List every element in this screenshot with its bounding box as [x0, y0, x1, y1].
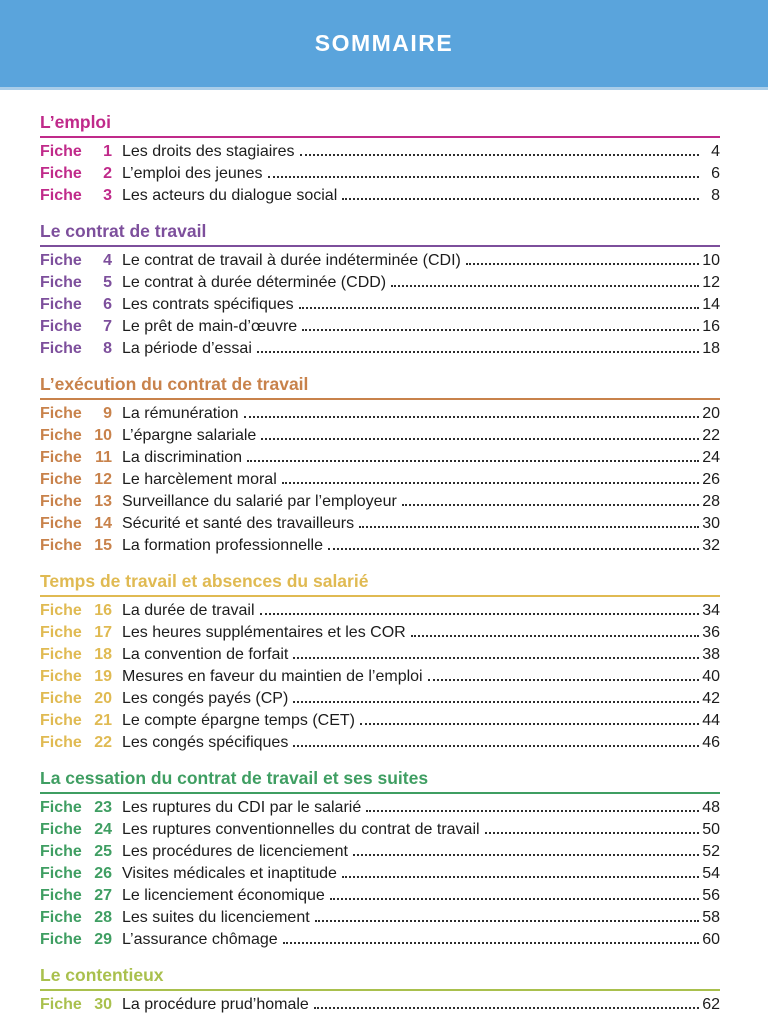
fiche-word: Fiche	[40, 887, 82, 904]
dot-leader	[360, 723, 699, 725]
fiche-number: 21	[94, 712, 112, 729]
toc-entry	[40, 274, 720, 296]
fiche-label	[40, 909, 112, 927]
page-title: SOMMAIRE	[314, 30, 454, 56]
dot-leader	[302, 329, 699, 331]
dot-leader	[299, 307, 699, 309]
fiche-word: Fiche	[40, 712, 82, 729]
entry-page-number: 56	[702, 887, 720, 904]
fiche-number: 10	[94, 427, 112, 444]
entry-title: La période d’essai	[122, 340, 252, 357]
entry-page-number: 46	[702, 734, 720, 751]
dot-leader	[353, 854, 699, 856]
fiche-word: Fiche	[40, 799, 82, 816]
entry-title: Les suites du licenciement	[122, 909, 310, 926]
fiche-word: Fiche	[40, 843, 82, 860]
dot-leader	[282, 482, 699, 484]
entry-title: Les ruptures du CDI par le salarié	[122, 799, 362, 816]
entry-page-number: 54	[702, 865, 720, 882]
toc-entry	[40, 427, 720, 449]
fiche-word: Fiche	[40, 646, 82, 663]
entry-page-number: 52	[702, 843, 720, 860]
toc-entry	[40, 449, 720, 471]
fiche-label	[40, 493, 112, 511]
fiche-label	[40, 843, 112, 861]
fiche-number: 30	[94, 996, 112, 1013]
dot-leader	[342, 876, 699, 878]
dot-leader	[402, 504, 699, 506]
dot-leader	[428, 679, 699, 681]
entry-page-number: 18	[702, 340, 720, 357]
toc-entry	[40, 340, 720, 362]
entry-page-number: 10	[702, 252, 720, 269]
fiche-number: 28	[94, 909, 112, 926]
fiche-label	[40, 931, 112, 949]
fiche-number: 24	[94, 821, 112, 838]
entry-title: La convention de forfait	[122, 646, 289, 663]
fiche-number: 29	[94, 931, 112, 948]
entry-page-number: 28	[702, 493, 720, 510]
fiche-label	[40, 996, 112, 1014]
fiche-word: Fiche	[40, 187, 82, 204]
fiche-label	[40, 887, 112, 905]
entry-page-number: 16	[702, 318, 720, 335]
entry-title: Les droits des stagiaires	[122, 143, 295, 160]
fiche-word: Fiche	[40, 909, 82, 926]
entry-title: Le compte épargne temps (CET)	[122, 712, 355, 729]
entry-page-number: 40	[702, 668, 720, 685]
dot-leader	[283, 942, 699, 944]
fiche-number: 8	[103, 340, 112, 357]
dot-leader	[359, 526, 699, 528]
dot-leader	[485, 832, 699, 834]
fiche-word: Fiche	[40, 143, 82, 160]
fiche-label	[40, 799, 112, 817]
dot-leader	[244, 416, 699, 418]
entry-page-number: 34	[702, 602, 720, 619]
toc-entry	[40, 865, 720, 887]
toc-entry	[40, 187, 720, 209]
fiche-word: Fiche	[40, 471, 82, 488]
dot-leader	[466, 263, 699, 265]
dot-leader	[411, 635, 699, 637]
toc-section	[40, 112, 720, 209]
toc-section	[40, 965, 720, 1018]
toc-entry	[40, 493, 720, 515]
fiche-word: Fiche	[40, 449, 82, 466]
entry-title: Les acteurs du dialogue social	[122, 187, 338, 204]
fiche-word: Fiche	[40, 668, 82, 685]
toc-entry	[40, 712, 720, 734]
entry-page-number: 32	[702, 537, 720, 554]
fiche-label	[40, 187, 112, 205]
toc-section	[40, 571, 720, 756]
fiche-number: 5	[103, 274, 112, 291]
fiche-word: Fiche	[40, 734, 82, 751]
toc-section	[40, 374, 720, 559]
section-heading: La cessation du contrat de travail et ses suites	[40, 768, 720, 794]
entry-title: L’épargne salariale	[122, 427, 257, 444]
toc-entry	[40, 405, 720, 427]
entry-title: La discrimination	[122, 449, 243, 466]
entry-title: Surveillance du salarié par l’employeur	[122, 493, 397, 510]
entry-title: Les contrats spécifiques	[122, 296, 294, 313]
fiche-label	[40, 318, 112, 336]
fiche-word: Fiche	[40, 405, 82, 422]
toc-entry	[40, 821, 720, 843]
fiche-number: 18	[94, 646, 112, 663]
fiche-word: Fiche	[40, 340, 82, 357]
fiche-word: Fiche	[40, 274, 82, 291]
fiche-word: Fiche	[40, 602, 82, 619]
fiche-number: 11	[95, 449, 112, 466]
fiche-number: 14	[94, 515, 112, 532]
entry-page-number: 4	[711, 143, 720, 160]
entry-title: L’emploi des jeunes	[122, 165, 263, 182]
toc-content	[0, 90, 768, 1018]
fiche-number: 20	[94, 690, 112, 707]
fiche-word: Fiche	[40, 427, 82, 444]
dot-leader	[391, 285, 699, 287]
toc-entry	[40, 624, 720, 646]
entry-title: Les ruptures conventionnelles du contrat de travail	[122, 821, 480, 838]
fiche-number: 23	[94, 799, 112, 816]
entry-title: La durée de travail	[122, 602, 255, 619]
dot-leader	[260, 613, 699, 615]
fiche-label	[40, 143, 112, 161]
fiche-word: Fiche	[40, 318, 82, 335]
toc-entry	[40, 318, 720, 340]
section-heading: Temps de travail et absences du salarié	[40, 571, 720, 597]
entry-title: Mesures en faveur du maintien de l’emploi	[122, 668, 423, 685]
toc-entry	[40, 515, 720, 537]
entry-page-number: 30	[702, 515, 720, 532]
toc-entry	[40, 996, 720, 1018]
entry-page-number: 50	[702, 821, 720, 838]
dot-leader	[342, 198, 699, 200]
fiche-number: 15	[94, 537, 112, 554]
section-heading: L’emploi	[40, 112, 720, 138]
fiche-number: 6	[103, 296, 112, 313]
fiche-label	[40, 296, 112, 314]
entry-page-number: 48	[702, 799, 720, 816]
toc-entry	[40, 931, 720, 953]
dot-leader	[315, 920, 699, 922]
entry-title: Visites médicales et inaptitude	[122, 865, 337, 882]
entry-page-number: 14	[702, 296, 720, 313]
fiche-number: 12	[94, 471, 112, 488]
toc-entry	[40, 646, 720, 668]
entry-page-number: 6	[711, 165, 720, 182]
fiche-label	[40, 537, 112, 555]
fiche-label	[40, 690, 112, 708]
entry-page-number: 62	[702, 996, 720, 1013]
fiche-word: Fiche	[40, 537, 82, 554]
fiche-number: 3	[103, 187, 112, 204]
header-banner	[0, 0, 768, 90]
toc-entry	[40, 537, 720, 559]
entry-page-number: 36	[702, 624, 720, 641]
entry-title: Le contrat de travail à durée indéterminée (CDI)	[122, 252, 461, 269]
fiche-number: 4	[103, 252, 112, 269]
fiche-label	[40, 515, 112, 533]
fiche-word: Fiche	[40, 996, 82, 1013]
toc-entry	[40, 909, 720, 931]
fiche-number: 26	[94, 865, 112, 882]
dot-leader	[268, 176, 699, 178]
toc-entry	[40, 296, 720, 318]
entry-title: Les congés spécifiques	[122, 734, 289, 751]
fiche-word: Fiche	[40, 515, 82, 532]
fiche-number: 17	[94, 624, 112, 641]
toc-entry	[40, 887, 720, 909]
dot-leader	[300, 154, 699, 156]
fiche-number: 7	[103, 318, 112, 335]
toc-entry	[40, 471, 720, 493]
entry-page-number: 26	[702, 471, 720, 488]
entry-page-number: 12	[702, 274, 720, 291]
entry-title: La rémunération	[122, 405, 239, 422]
fiche-word: Fiche	[40, 493, 82, 510]
fiche-word: Fiche	[40, 624, 82, 641]
fiche-label	[40, 449, 112, 467]
section-heading: L’exécution du contrat de travail	[40, 374, 720, 400]
entry-title: Sécurité et santé des travailleurs	[122, 515, 355, 532]
dot-leader	[257, 351, 699, 353]
fiche-word: Fiche	[40, 296, 82, 313]
entry-title: Le harcèlement moral	[122, 471, 277, 488]
dot-leader	[330, 898, 699, 900]
fiche-label	[40, 712, 112, 730]
section-heading: Le contentieux	[40, 965, 720, 991]
fiche-number: 22	[94, 734, 112, 751]
entry-title: Le contrat à durée déterminée (CDD)	[122, 274, 387, 291]
fiche-number: 27	[94, 887, 112, 904]
toc-section	[40, 768, 720, 953]
dot-leader	[293, 701, 699, 703]
entry-page-number: 60	[702, 931, 720, 948]
entry-page-number: 44	[702, 712, 720, 729]
fiche-word: Fiche	[40, 865, 82, 882]
fiche-label	[40, 274, 112, 292]
entry-page-number: 24	[702, 449, 720, 466]
fiche-number: 25	[94, 843, 112, 860]
toc-entry	[40, 165, 720, 187]
fiche-word: Fiche	[40, 821, 82, 838]
entry-title: Le prêt de main-d’œuvre	[122, 318, 298, 335]
dot-leader	[366, 810, 699, 812]
toc-entry	[40, 843, 720, 865]
toc-entry	[40, 668, 720, 690]
fiche-label	[40, 471, 112, 489]
fiche-word: Fiche	[40, 165, 82, 182]
fiche-number: 1	[103, 143, 112, 160]
fiche-label	[40, 734, 112, 752]
dot-leader	[247, 460, 699, 462]
entry-title: Les heures supplémentaires et les COR	[122, 624, 406, 641]
fiche-label	[40, 865, 112, 883]
entry-title: Les procédures de licenciement	[122, 843, 348, 860]
fiche-label	[40, 821, 112, 839]
toc-section	[40, 221, 720, 362]
fiche-number: 2	[103, 165, 112, 182]
entry-page-number: 20	[702, 405, 720, 422]
entry-page-number: 8	[711, 187, 720, 204]
fiche-label	[40, 165, 112, 183]
dot-leader	[261, 438, 699, 440]
fiche-number: 16	[94, 602, 112, 619]
fiche-word: Fiche	[40, 690, 82, 707]
fiche-label	[40, 646, 112, 664]
entry-page-number: 58	[702, 909, 720, 926]
entry-title: La procédure prud’homale	[122, 996, 309, 1013]
fiche-word: Fiche	[40, 252, 82, 269]
fiche-label	[40, 624, 112, 642]
dot-leader	[314, 1007, 699, 1009]
fiche-number: 19	[94, 668, 112, 685]
entry-title: La formation professionnelle	[122, 537, 324, 554]
entry-page-number: 22	[702, 427, 720, 444]
fiche-label	[40, 602, 112, 620]
fiche-label	[40, 405, 112, 423]
entry-title: L’assurance chômage	[122, 931, 278, 948]
entry-page-number: 38	[702, 646, 720, 663]
fiche-label	[40, 668, 112, 686]
toc-entry	[40, 252, 720, 274]
toc-entry	[40, 143, 720, 165]
dot-leader	[293, 745, 699, 747]
toc-entry	[40, 690, 720, 712]
entry-title: Les congés payés (CP)	[122, 690, 289, 707]
entry-page-number: 42	[702, 690, 720, 707]
fiche-label	[40, 427, 112, 445]
fiche-number: 9	[103, 405, 112, 422]
toc-entry	[40, 602, 720, 624]
dot-leader	[328, 548, 699, 550]
toc-entry	[40, 799, 720, 821]
fiche-label	[40, 252, 112, 270]
fiche-word: Fiche	[40, 931, 82, 948]
entry-title: Le licenciement économique	[122, 887, 325, 904]
dot-leader	[293, 657, 699, 659]
toc-entry	[40, 734, 720, 756]
fiche-number: 13	[94, 493, 112, 510]
fiche-label	[40, 340, 112, 358]
section-heading: Le contrat de travail	[40, 221, 720, 247]
